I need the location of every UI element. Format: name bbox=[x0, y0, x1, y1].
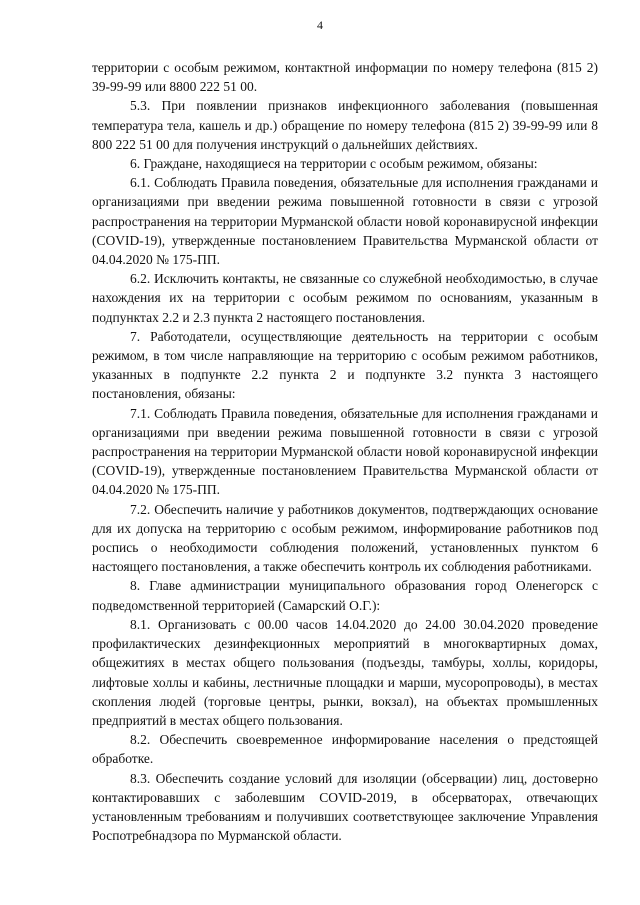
paragraph-7-2: 7.2. Обеспечить наличие у работников документов, подтверждающих основание для их допуска на территорию с особым режимом, информирование работников под роспись о необходимости соблюдения положений, установленных пунктом 6 настоящего постановления, а также обеспечить контроль их соблюдения работниками. bbox=[92, 501, 598, 575]
page-number: 4 bbox=[317, 18, 323, 32]
paragraph-7: 7. Работодатели, осуществляющие деятельность на территории с особым режимом, в том числе направляющие на территорию с особым режимом работников, указанных в подпункте 2.2 пункта 2 и подпункте 3.2 пункта 3 настоящего постановления, обязаны: bbox=[92, 328, 598, 402]
paragraph-8-1: 8.1. Организовать с 00.00 часов 14.04.2020 до 24.00 30.04.2020 проведение профилактических дезинфекционных мероприятий в многоквартирных домах, общежитиях в местах общего пользования (подъезды, тамбуры, холлы, коридоры, лифтовые холлы и кабины, лестничные площадки и марши, мусоропроводы), в местах скопления людей (торговые центры, рынки, вокзал), на объектах промышленных предприятий в местах общего пользования. bbox=[92, 616, 598, 728]
paragraph-6-1: 6.1. Соблюдать Правила поведения, обязательные для исполнения гражданами и организациями при введении режима повышенной готовности в связи с угрозой распространения на территории Мурманской области новой коронавирусной инфекции (COVID-19), утвержденные постановлением Правительства Мурманской области от 04.04.2020 № 175-ПП. bbox=[92, 175, 598, 268]
paragraph-8: 8. Главе администрации муниципального образования город Оленегорск с подведомственной территорией (Самарский О.Г.): bbox=[92, 578, 598, 613]
paragraph-6: 6. Граждане, находящиеся на территории с особым режимом, обязаны: bbox=[130, 156, 538, 172]
paragraph-8-2: 8.2. Обеспечить своевременное информирование населения о предстоящей обработке. bbox=[92, 732, 598, 767]
paragraph-8-3: 8.3. Обеспечить создание условий для изоляции (обсервации) лиц, достоверно контактировавших с заболевшим COVID-2019, в обсерваторах, отвечающих установленным требованиям и получивших соответствующее заключение Управления Роспотребнадзора по Мурманской области. bbox=[92, 770, 598, 844]
paragraph-6-2: 6.2. Исключить контакты, не связанные со служебной необходимостью, в случае нахождения их на территории с особым режимом по основаниям, указанным в подпунктах 2.2 и 2.3 пункта 2 настоящего постановления. bbox=[92, 271, 598, 325]
paragraph-5-3: 5.3. При появлении признаков инфекционного заболевания (повышенная температура тела, кашель и др.) обращение по номеру телефона (815 2) 39-99-99 или 8 800 222 51 00 для получения инструкций о дальнейших действиях. bbox=[92, 98, 598, 152]
document-body bbox=[92, 58, 598, 845]
paragraph-5-2-continuation: территории с особым режимом, контактной информации по номеру телефона (815 2) 39-99-99 или 8800 222 51 00. bbox=[92, 60, 598, 95]
paragraph-7-1: 7.1. Соблюдать Правила поведения, обязательные для исполнения гражданами и организациями при введении режима повышенной готовности в связи с угрозой распространения на территории Мурманской области новой коронавирусной инфекции (COVID-19), утвержденные постановлением Правительства Мурманской области от 04.04.2020 № 175-ПП. bbox=[92, 405, 598, 498]
